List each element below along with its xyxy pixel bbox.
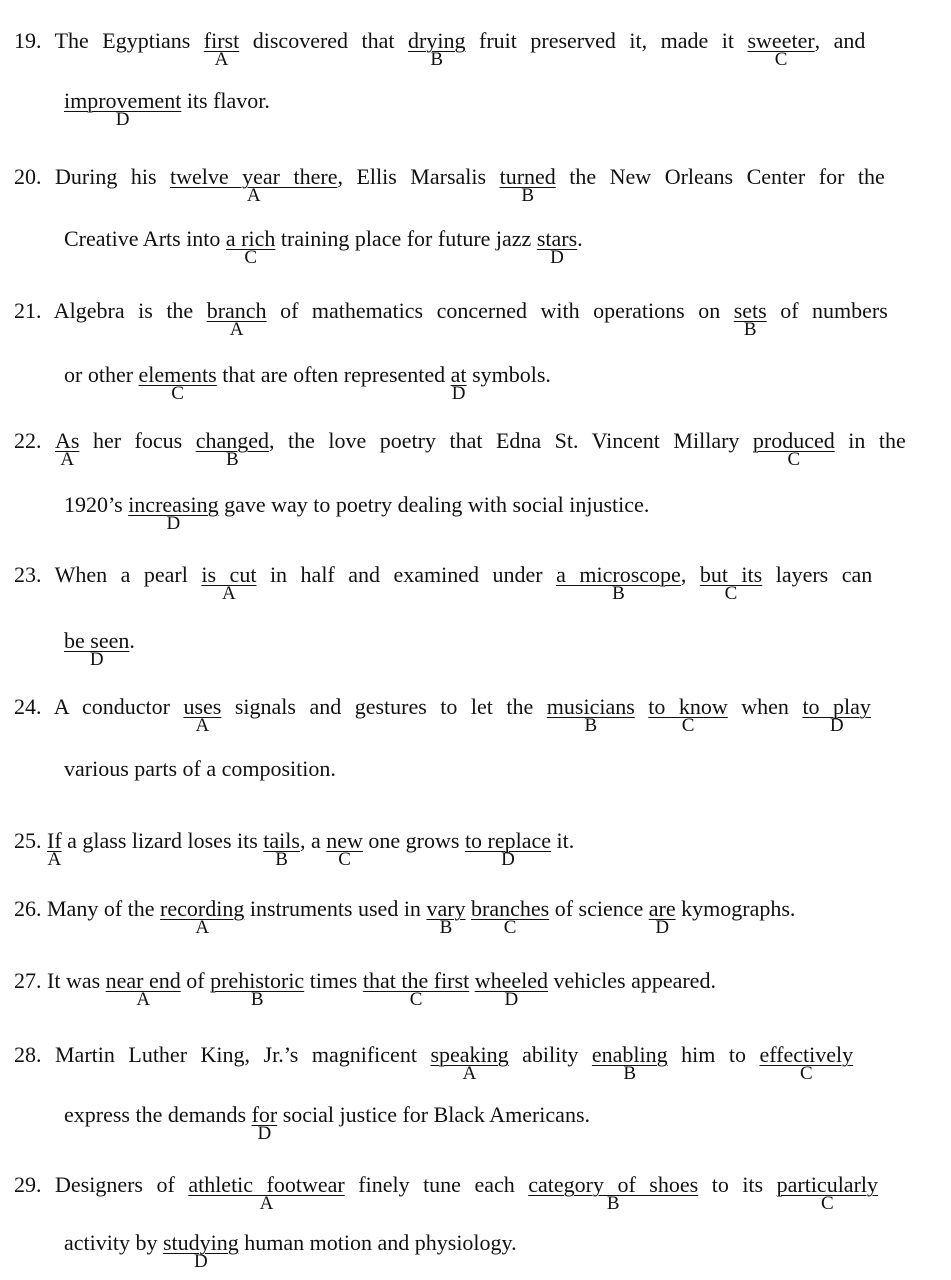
option-label: A xyxy=(246,185,261,206)
question-number: 27. xyxy=(14,968,42,993)
question-number: 19. xyxy=(14,28,42,53)
sentence-text: in half and examined under xyxy=(256,562,557,587)
option-label: D xyxy=(166,513,181,534)
sentence-text: finely tune each xyxy=(344,1172,529,1197)
question-line xyxy=(14,968,716,1010)
underlined-option-d xyxy=(64,88,182,130)
option-label: A xyxy=(214,49,229,70)
option-text: athletic footwear xyxy=(188,1172,345,1197)
underlined-option-b xyxy=(499,164,556,206)
sentence-text: various parts of a composition. xyxy=(64,756,336,781)
sentence-text: , Ellis Marsalis xyxy=(337,164,500,189)
option-label: A xyxy=(229,319,244,340)
underlined-option-c xyxy=(362,968,470,1010)
underlined-option-d xyxy=(128,492,219,534)
option-text: produced xyxy=(752,428,835,453)
option-text: near end xyxy=(105,968,181,993)
option-text: are xyxy=(648,896,676,921)
option-text: turned xyxy=(499,164,556,189)
option-label: A xyxy=(462,1063,477,1084)
question-number: 21. xyxy=(14,298,42,323)
option-text: for xyxy=(251,1102,278,1127)
sentence-text: When a pearl xyxy=(41,562,202,587)
sentence-text: Algebra is the xyxy=(41,298,207,323)
question-number: 26. xyxy=(14,896,42,921)
option-text: sets xyxy=(733,298,767,323)
sentence-text: The Egyptians xyxy=(41,28,204,53)
option-text: If xyxy=(47,828,62,853)
sentence-text: fruit preserved it, made it xyxy=(465,28,748,53)
sentence-text: gave way to poetry dealing with social injustice. xyxy=(218,492,650,517)
option-label: A xyxy=(222,583,236,604)
sentence-text: its flavor. xyxy=(181,88,270,113)
sentence-text: when xyxy=(727,694,803,719)
underlined-option-b xyxy=(195,428,269,470)
sentence-text: , the love poetry that Edna St. Vincent Millary xyxy=(269,428,753,453)
sentence-text: it. xyxy=(551,828,575,853)
option-label: C xyxy=(787,449,801,470)
underlined-option-d xyxy=(802,694,871,736)
sentence-text: discovered that xyxy=(239,28,409,53)
underlined-option-c xyxy=(225,226,276,268)
option-label: D xyxy=(504,989,519,1010)
question-line xyxy=(64,1102,591,1144)
underlined-option-c xyxy=(648,694,728,736)
option-text: that the first xyxy=(362,968,470,993)
question-number: 28. xyxy=(14,1042,42,1067)
sentence-text: , a xyxy=(299,828,327,853)
option-text: at xyxy=(450,362,467,387)
option-label: D xyxy=(550,247,564,268)
question-line xyxy=(14,1042,854,1084)
option-label: A xyxy=(195,917,210,938)
option-label: B xyxy=(584,715,598,736)
question-number: 29. xyxy=(14,1172,42,1197)
option-label: B xyxy=(275,849,288,870)
option-text: but its xyxy=(699,562,763,587)
option-label: B xyxy=(623,1063,637,1084)
sentence-text: of numbers xyxy=(766,298,888,323)
sentence-text: to its xyxy=(698,1172,777,1197)
question-line xyxy=(14,298,888,340)
option-label: D xyxy=(194,1251,208,1272)
sentence-text xyxy=(42,428,56,454)
question-line xyxy=(64,492,650,534)
question-line xyxy=(14,828,575,870)
underlined-option-b xyxy=(546,694,635,736)
option-text: effectively xyxy=(759,1042,854,1067)
sentence-text: . xyxy=(129,628,135,653)
underlined-option-a xyxy=(206,298,267,340)
option-text: branch xyxy=(206,298,267,323)
underlined-option-a xyxy=(183,694,222,736)
option-label: C xyxy=(820,1193,834,1214)
underlined-option-c xyxy=(326,828,363,870)
underlined-option-b xyxy=(408,28,466,70)
option-label: B xyxy=(430,49,444,70)
option-text: branches xyxy=(471,896,550,921)
option-label: D xyxy=(829,715,844,736)
option-label: B xyxy=(226,449,239,470)
underlined-option-b xyxy=(426,896,466,938)
underlined-option-d xyxy=(64,628,130,670)
question-number: 25. xyxy=(14,828,42,853)
option-label: A xyxy=(195,715,210,736)
underlined-option-d xyxy=(474,968,548,1010)
sentence-text: . xyxy=(577,226,583,251)
option-text: drying xyxy=(408,28,466,53)
option-text: to play xyxy=(802,694,871,719)
option-label: A xyxy=(47,849,62,870)
sentence-text: symbols. xyxy=(466,362,551,387)
underlined-option-d xyxy=(648,896,676,938)
underlined-option-d xyxy=(450,362,467,404)
option-label: A xyxy=(259,1193,274,1214)
sentence-text: or other xyxy=(64,362,139,387)
sentence-text: in the xyxy=(834,428,906,453)
sentence-text: Martin Luther King, Jr.’s magnificent xyxy=(41,1042,431,1067)
option-label: C xyxy=(503,917,517,938)
question-line xyxy=(64,362,551,404)
underlined-option-c xyxy=(759,1042,854,1084)
underlined-option-b xyxy=(591,1042,668,1084)
underlined-option-c xyxy=(747,28,815,70)
option-label: B xyxy=(612,583,625,604)
underlined-option-c xyxy=(471,896,550,938)
option-label: D xyxy=(501,849,515,870)
option-text: vary xyxy=(426,896,466,921)
option-text: stars xyxy=(536,226,578,251)
option-text: wheeled xyxy=(474,968,548,993)
sentence-text: Creative Arts into xyxy=(64,226,226,251)
option-text: to know xyxy=(648,694,728,719)
sentence-text: activity by xyxy=(64,1230,163,1255)
question-number: 20. xyxy=(14,164,42,189)
question-number: 24. xyxy=(14,694,42,719)
sentence-text: of science xyxy=(549,896,649,921)
option-text: twelve year there xyxy=(170,164,338,189)
sentence-text: express the demands xyxy=(64,1102,252,1127)
option-text: speaking xyxy=(430,1042,509,1067)
sentence-text: kymographs. xyxy=(675,896,796,921)
underlined-option-d xyxy=(536,226,578,268)
option-label: B xyxy=(606,1193,620,1214)
question-number: 23. xyxy=(14,562,42,587)
option-text: particularly xyxy=(776,1172,879,1197)
option-label: C xyxy=(681,715,695,736)
sentence-text: vehicles appeared. xyxy=(547,968,716,993)
sentence-text: Designers of xyxy=(41,1172,189,1197)
underlined-option-a xyxy=(160,896,245,938)
sentence-text: signals and gestures to let the xyxy=(221,694,547,719)
option-text: improvement xyxy=(64,88,182,113)
sentence-text: layers can xyxy=(762,562,873,587)
question-line xyxy=(14,562,873,604)
underlined-option-b xyxy=(528,1172,699,1214)
sentence-text: times xyxy=(304,968,363,993)
sentence-text: the New Orleans Center for the xyxy=(555,164,885,189)
option-label: C xyxy=(171,383,184,404)
option-text: a microscope xyxy=(556,562,681,587)
option-text: be seen xyxy=(64,628,130,653)
sentence-text: training place for future jazz xyxy=(275,226,537,251)
option-label: B xyxy=(439,917,453,938)
underlined-option-b xyxy=(263,828,300,870)
sentence-text: her focus xyxy=(79,428,196,453)
option-label: C xyxy=(244,247,257,268)
sentence-text: of mathematics concerned with operations on xyxy=(266,298,734,323)
option-label: A xyxy=(60,449,75,470)
option-label: D xyxy=(89,649,104,670)
question-line xyxy=(64,226,583,268)
question-line xyxy=(14,896,796,938)
option-text: tails xyxy=(263,828,300,853)
underlined-option-d xyxy=(162,1230,239,1272)
option-label: D xyxy=(115,109,130,130)
option-text: recording xyxy=(160,896,245,921)
underlined-option-a xyxy=(430,1042,509,1084)
underlined-option-a xyxy=(105,968,181,1010)
sentence-text: During his xyxy=(41,164,170,189)
underlined-option-c xyxy=(699,562,763,604)
option-label: A xyxy=(136,989,151,1010)
option-text: uses xyxy=(183,694,222,719)
option-text: prehistoric xyxy=(210,968,305,993)
underlined-option-b xyxy=(733,298,767,340)
underlined-option-c xyxy=(138,362,217,404)
underlined-option-c xyxy=(752,428,835,470)
option-text: As xyxy=(55,428,80,453)
option-label: C xyxy=(338,849,351,870)
sentence-text: that are often represented xyxy=(216,362,451,387)
question-line xyxy=(64,756,336,782)
sentence-text: , and xyxy=(814,28,866,53)
question-line xyxy=(64,1230,517,1272)
question-line xyxy=(64,88,270,130)
option-text: studying xyxy=(162,1230,239,1255)
sentence-text: a glass lizard loses its xyxy=(61,828,264,853)
sentence-text: human motion and physiology. xyxy=(238,1230,517,1255)
underlined-option-b xyxy=(556,562,681,604)
sentence-text: A conductor xyxy=(41,694,184,719)
option-label: D xyxy=(451,383,466,404)
option-label: C xyxy=(724,583,738,604)
question-line xyxy=(14,28,866,70)
option-label: B xyxy=(743,319,757,340)
sentence-text: one grows xyxy=(362,828,465,853)
underlined-option-d xyxy=(251,1102,278,1144)
question-line xyxy=(14,428,906,470)
option-label: B xyxy=(521,185,535,206)
underlined-option-a xyxy=(188,1172,345,1214)
sentence-text: of xyxy=(180,968,211,993)
option-label: D xyxy=(257,1123,272,1144)
underlined-option-a xyxy=(170,164,338,206)
option-label: B xyxy=(250,989,264,1010)
sentence-text: social justice for Black Americans. xyxy=(277,1102,591,1127)
option-text: elements xyxy=(138,362,217,387)
sentence-text: instruments used in xyxy=(244,896,427,921)
option-text: sweeter xyxy=(747,28,815,53)
sentence-text: It was xyxy=(41,968,106,993)
question-line xyxy=(14,164,885,206)
option-text: first xyxy=(203,28,240,53)
underlined-option-a xyxy=(201,562,257,604)
option-text: changed xyxy=(195,428,269,453)
sentence-text: him to xyxy=(667,1042,760,1067)
option-label: D xyxy=(655,917,670,938)
underlined-option-a xyxy=(203,28,240,70)
sentence-text: Many of the xyxy=(41,896,161,921)
question-line xyxy=(14,1172,879,1214)
question-number: 22. xyxy=(14,428,42,453)
underlined-option-d xyxy=(464,828,552,870)
underlined-option-a xyxy=(47,828,62,870)
sentence-text: 1920’s xyxy=(64,492,129,517)
option-label: C xyxy=(799,1063,813,1084)
option-text: enabling xyxy=(591,1042,668,1067)
option-text: is cut xyxy=(201,562,257,587)
option-label: C xyxy=(409,989,423,1010)
option-text: musicians xyxy=(546,694,635,719)
option-text: category of shoes xyxy=(528,1172,699,1197)
sentence-text xyxy=(635,694,649,720)
option-text: to replace xyxy=(464,828,552,853)
option-text: a rich xyxy=(225,226,276,251)
option-text: new xyxy=(326,828,363,853)
underlined-option-c xyxy=(776,1172,879,1214)
question-line xyxy=(64,628,135,670)
option-text: increasing xyxy=(128,492,219,517)
sentence-text: ability xyxy=(508,1042,592,1067)
option-label: C xyxy=(774,49,788,70)
question-line xyxy=(14,694,871,736)
underlined-option-a xyxy=(55,428,80,470)
underlined-option-b xyxy=(210,968,305,1010)
sentence-text: , xyxy=(680,562,700,587)
